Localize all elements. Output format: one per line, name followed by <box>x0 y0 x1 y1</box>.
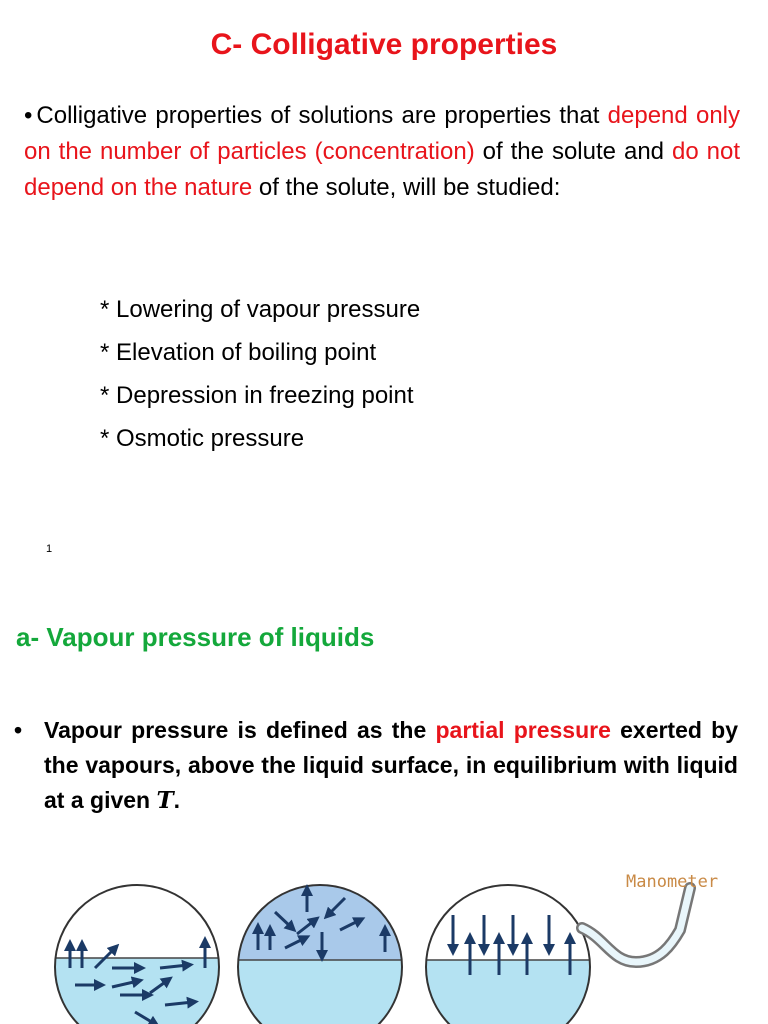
list-item: * Osmotic pressure <box>100 425 305 452</box>
para-text-2: of the solute and <box>474 138 672 165</box>
manometer-label: Manometer <box>626 872 719 892</box>
def-text-end: . <box>173 787 180 813</box>
liquid-fill <box>230 960 410 1024</box>
definition-paragraph <box>14 713 738 818</box>
slide-title: C- Colligative properties <box>210 28 558 61</box>
temperature-variable: T <box>156 787 174 814</box>
para-text-3: of the solute, will be studied: <box>252 174 561 201</box>
bullet-dot: • <box>24 102 33 129</box>
flask-closed <box>230 870 410 1024</box>
def-text-2: exerted by the vapours, above the liquid surface, in equilibrium with liquid at a given <box>44 717 738 813</box>
section-heading: a- Vapour pressure of liquids <box>16 622 375 652</box>
def-highlight: partial pressure <box>435 717 611 743</box>
list-item: * Lowering of vapour pressure <box>100 296 421 323</box>
vapour-pressure-diagram <box>0 850 768 1024</box>
intro-paragraph <box>24 98 740 206</box>
properties-list <box>100 292 420 464</box>
para-highlight-2: do not depend on the nature <box>24 138 741 201</box>
bullet-dot: • <box>14 717 23 743</box>
para-text-1: Colligative properties of solutions are properties that <box>36 102 608 129</box>
page-number: 1 <box>46 543 53 555</box>
flask-open <box>40 885 240 1024</box>
flask-manometer <box>420 872 718 1024</box>
list-item: * Depression in freezing point <box>100 382 414 409</box>
liquid-fill <box>420 960 600 1024</box>
definition-text <box>44 713 738 818</box>
list-item: * Elevation of boiling point <box>100 339 377 366</box>
para-highlight-1: depend only on the number of particles (concentration) <box>24 102 741 165</box>
manometer-tube <box>582 888 690 962</box>
def-text-1: Vapour pressure is defined as the <box>44 717 436 743</box>
